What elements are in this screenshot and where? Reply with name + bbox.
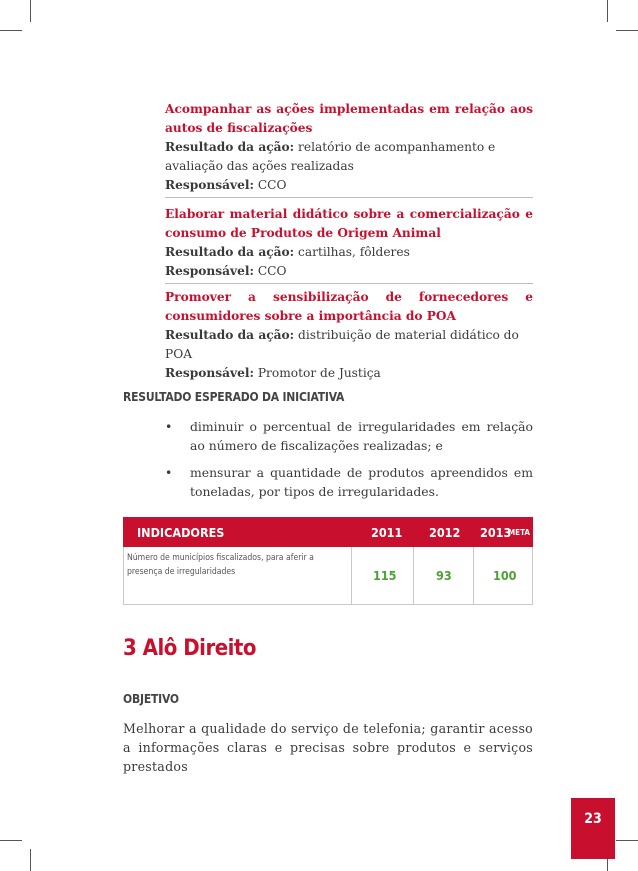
bullet-icon: • xyxy=(165,419,173,434)
objective-text: Melhorar a qualidade do serviço de telefonia; garantir acesso a informações claras e precisas sobre produtos e serviços prestados xyxy=(123,721,533,774)
action-title: Acompanhar as ações implementadas em relação aos autos de fiscalizações xyxy=(165,102,533,135)
header-title: INDICADORES xyxy=(137,525,225,540)
crop-mark xyxy=(616,30,638,31)
page-number: 23 xyxy=(584,811,602,827)
action-item xyxy=(165,288,533,383)
action-title: Promover a sensibilização de fornecedores e consumidores sobre a importância do POA xyxy=(165,290,533,323)
list-item xyxy=(165,463,533,501)
value-2012: 93 xyxy=(436,568,452,583)
header-year: 2013 xyxy=(480,525,512,540)
result-label: Resultado da ação: xyxy=(165,328,295,342)
objective-heading: OBJETIVO xyxy=(123,692,179,706)
crop-mark xyxy=(607,0,608,22)
crop-mark xyxy=(0,840,22,841)
result-label: Resultado da ação: xyxy=(165,140,295,154)
action-responsible xyxy=(165,176,533,195)
table-header xyxy=(123,517,533,547)
expected-result-list xyxy=(165,417,533,509)
action-result xyxy=(165,243,533,262)
crop-mark xyxy=(0,30,22,31)
result-value: distribuição de material didático do POA xyxy=(165,328,519,361)
action-item xyxy=(165,100,533,195)
responsible-label: Responsável: xyxy=(165,178,254,192)
crop-mark xyxy=(30,0,31,22)
action-item xyxy=(165,205,533,281)
header-meta-tag: META xyxy=(508,528,530,537)
row-description: Número de municípios fiscalizados, para aferir a presença de irregularidades xyxy=(127,553,314,577)
action-title: Elaborar material didático sobre a comercialização e consumo de Produtos de Origem Animal xyxy=(165,207,533,240)
crop-mark xyxy=(30,849,31,871)
crop-mark xyxy=(616,840,638,841)
action-result xyxy=(165,326,533,364)
responsible-value: Promotor de Justiça xyxy=(257,366,381,380)
bullet-text: diminuir o percentual de irregularidades em relação ao número de fiscalizações realizadas; e xyxy=(190,419,533,453)
action-result xyxy=(165,138,533,176)
section-title: 3 Alô Direito xyxy=(123,636,256,661)
action-responsible xyxy=(165,364,533,383)
responsible-label: Responsável: xyxy=(165,366,254,380)
header-year: 2012 xyxy=(429,525,461,540)
divider xyxy=(165,283,533,284)
bullet-text: mensurar a quantidade de produtos apreendidos em toneladas, por tipos de irregularidades. xyxy=(190,465,533,499)
result-value: cartilhas, fôlderes xyxy=(298,245,410,259)
header-year: 2011 xyxy=(371,525,403,540)
value-2013: 100 xyxy=(493,568,517,583)
bullet-icon: • xyxy=(165,465,173,480)
action-responsible xyxy=(165,262,533,281)
column-divider xyxy=(473,547,474,604)
responsible-value: CCO xyxy=(257,264,287,278)
page-number-badge xyxy=(571,798,615,859)
indicators-table xyxy=(123,517,533,587)
divider xyxy=(165,197,533,198)
responsible-value: CCO xyxy=(257,178,287,192)
result-value: relatório de acompanhamento e avaliação das ações realizadas xyxy=(165,140,496,173)
column-divider xyxy=(413,547,414,604)
column-divider xyxy=(351,547,352,604)
value-2011: 115 xyxy=(373,568,397,583)
responsible-label: Responsável: xyxy=(165,264,254,278)
list-item xyxy=(165,417,533,455)
result-label: Resultado da ação: xyxy=(165,245,295,259)
table-row xyxy=(123,547,533,605)
expected-result-heading: RESULTADO ESPERADO DA INICIATIVA xyxy=(123,390,345,404)
